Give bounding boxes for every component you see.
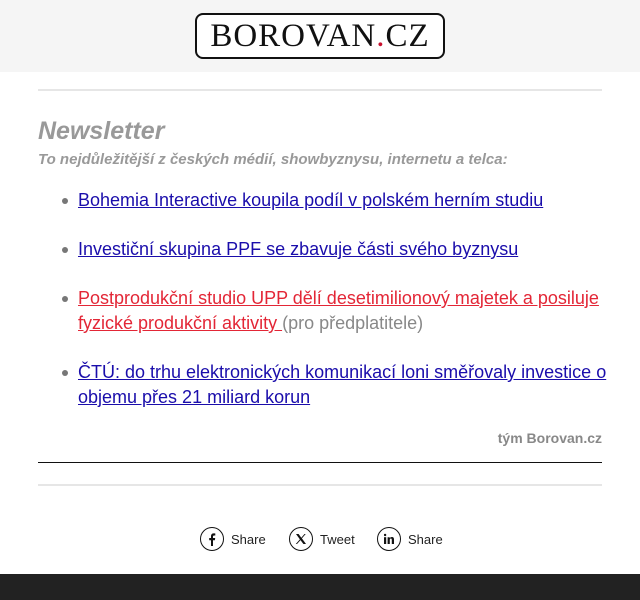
footer-bar <box>0 574 640 600</box>
bullet-icon <box>62 370 68 376</box>
article-link-1[interactable]: Bohemia Interactive koupila podíl v polském herním studiu <box>78 190 544 210</box>
list-item <box>78 188 608 213</box>
facebook-share-button[interactable] <box>200 526 266 552</box>
tweet-button[interactable] <box>289 526 355 552</box>
newsletter-title: Newsletter <box>38 117 165 145</box>
x-twitter-icon <box>289 527 313 551</box>
header <box>0 0 640 72</box>
bullet-icon <box>62 296 68 302</box>
linkedin-share-button[interactable] <box>377 526 443 552</box>
share-divider <box>38 484 602 486</box>
logo-tld: CZ <box>385 18 430 54</box>
list-item <box>78 286 608 336</box>
list-item <box>78 237 608 262</box>
list-item <box>78 360 608 410</box>
borovan-logo[interactable] <box>195 13 445 59</box>
share-label: Share <box>408 531 443 547</box>
signature: tým Borovan.cz <box>497 430 602 446</box>
article-list <box>78 188 608 410</box>
newsletter-subtitle: To nejdůležitější z českých médií, showbyznysu, internetu a telca: <box>38 151 508 168</box>
logo-dot: . <box>376 18 386 54</box>
facebook-icon <box>200 527 224 551</box>
article-link-3-premium[interactable]: Postprodukční studio UPP dělí desetimilionový majetek a posiluje fyzické produkční aktivity <box>78 288 599 333</box>
article-link-2[interactable]: Investiční skupina PPF se zbavuje části svého byznysu <box>78 239 519 259</box>
subscriber-note: (pro předplatitele) <box>282 313 424 333</box>
linkedin-icon <box>377 527 401 551</box>
article-link-4[interactable]: ČTÚ: do trhu elektronických komunikací loni směřovaly investice o objemu přes 21 miliard korun <box>78 362 607 407</box>
bottom-divider <box>38 462 602 463</box>
tweet-label: Tweet <box>320 531 355 547</box>
bullet-icon <box>62 247 68 253</box>
bullet-icon <box>62 198 68 204</box>
logo-text: BOROVAN <box>210 18 377 54</box>
share-label: Share <box>231 531 266 547</box>
top-divider <box>38 89 602 91</box>
